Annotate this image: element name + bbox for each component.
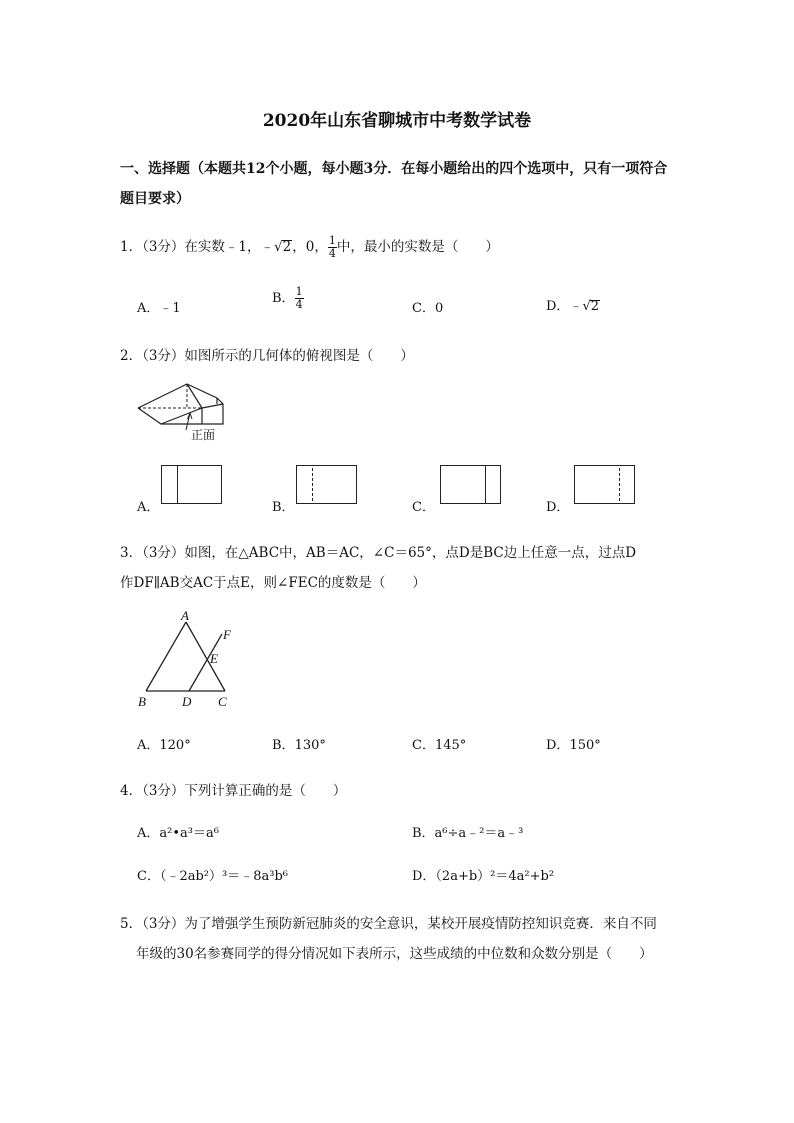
q1-option-d: [546, 295, 600, 314]
option-text: 150°: [569, 738, 601, 753]
question-3-line1: 3．（3分）如图，在△ABC中，AB＝AC，∠C＝65°，点D是BC边上任意一点，过点D: [120, 545, 637, 561]
q2-option-c-figure: [440, 465, 501, 504]
q3-option-d: [546, 734, 601, 753]
q2-option-d-label: D．: [546, 500, 570, 515]
q4-option-a: A．a²•a³＝a⁶: [137, 826, 219, 841]
dashed-line: [312, 468, 313, 501]
option-radicand: 2: [590, 299, 600, 314]
option-text: ﹣1: [159, 301, 181, 316]
q2-option-d-figure: [574, 465, 635, 504]
question-2: 2．（3分）如图所示的几何体的俯视图是（ ）: [120, 348, 414, 364]
dashed-line: [619, 468, 620, 501]
option-label: A．: [137, 738, 160, 753]
q1-frac-num: 1: [328, 234, 336, 247]
option-label: C．: [412, 738, 435, 753]
solid-line: [177, 466, 178, 503]
sqrt-icon: √: [582, 299, 591, 314]
solid-line: [485, 466, 486, 503]
q2-option-a-label: A．: [137, 500, 160, 515]
frac-den: 4: [295, 298, 303, 311]
option-label: C．: [412, 301, 435, 316]
question-4: 4．（3分）下列计算正确的是（ ）: [120, 783, 347, 799]
option-text: 145°: [434, 738, 467, 753]
q2-option-b-figure: [296, 465, 357, 504]
option-text: 120°: [159, 738, 191, 753]
q1-option-b: [272, 286, 304, 311]
q1-option-a: [137, 297, 181, 316]
page-title: 2020年山东省聊城市中考数学试卷: [262, 111, 532, 131]
option-text: ﹣: [569, 299, 583, 314]
question-3-line2: 作DF∥AB交AC于点E，则∠FEC的度数是（ ）: [120, 575, 426, 591]
q1-frac-den: 4: [328, 247, 336, 260]
option-label: D．: [546, 299, 570, 314]
section-heading-line2: 题目要求）: [120, 191, 190, 207]
q1-option-b-fraction: [295, 286, 304, 311]
q3-option-b: [272, 734, 326, 753]
option-label: A．: [137, 301, 160, 316]
q2-option-c-label: C．: [412, 500, 435, 515]
sqrt-icon: √: [274, 239, 283, 255]
question-1: [120, 235, 499, 260]
q4-option-d: D．（2a+b）²＝4a²+b²: [412, 869, 555, 884]
point-f-label: F: [223, 627, 231, 642]
option-text: 0: [434, 301, 444, 316]
section-heading-line1: 一、选择题（本题共12个小题，每小题3分．在每小题给出的四个选项中，只有一项符合: [120, 161, 668, 177]
option-label: D．: [546, 738, 570, 753]
option-text: 130°: [294, 738, 326, 753]
point-a-label: A: [181, 608, 189, 623]
q3-option-a: [137, 734, 191, 753]
q1-stem-pre: 1．（3分）在实数﹣1，﹣: [120, 239, 275, 255]
point-c-label: C: [218, 694, 227, 709]
option-label: B．: [272, 291, 295, 306]
question-5-line2: 年级的30名参赛同学的得分情况如下表所示，这些成绩的中位数和众数分别是（ ）: [136, 946, 653, 962]
q1-stem-post: 中，最小的实数是（ ）: [336, 239, 499, 255]
q4-option-b: B．a⁶÷a﹣²＝a﹣³: [412, 826, 524, 841]
q1-radicand: 2: [282, 239, 292, 255]
point-b-label: B: [138, 694, 146, 709]
q1-fraction: [328, 235, 337, 260]
front-view-label: 正面: [191, 428, 216, 442]
q2-option-b-label: B．: [272, 500, 295, 515]
point-e-label: E: [210, 651, 218, 666]
point-d-label: D: [182, 694, 192, 709]
question-5-line1: 5．（3分）为了增强学生预防新冠肺炎的安全意识，某校开展疫情防控知识竞赛．来自不同: [120, 916, 657, 932]
q4-option-c: C．（﹣2ab²）³＝﹣8a³b⁶: [137, 869, 288, 884]
q1-option-c: [412, 297, 443, 316]
q3-option-c: [412, 734, 466, 753]
option-label: B．: [272, 738, 295, 753]
q2-option-a-figure: [161, 465, 222, 504]
frac-num: 1: [295, 285, 303, 298]
q1-stem-mid: ，0，: [292, 239, 328, 255]
